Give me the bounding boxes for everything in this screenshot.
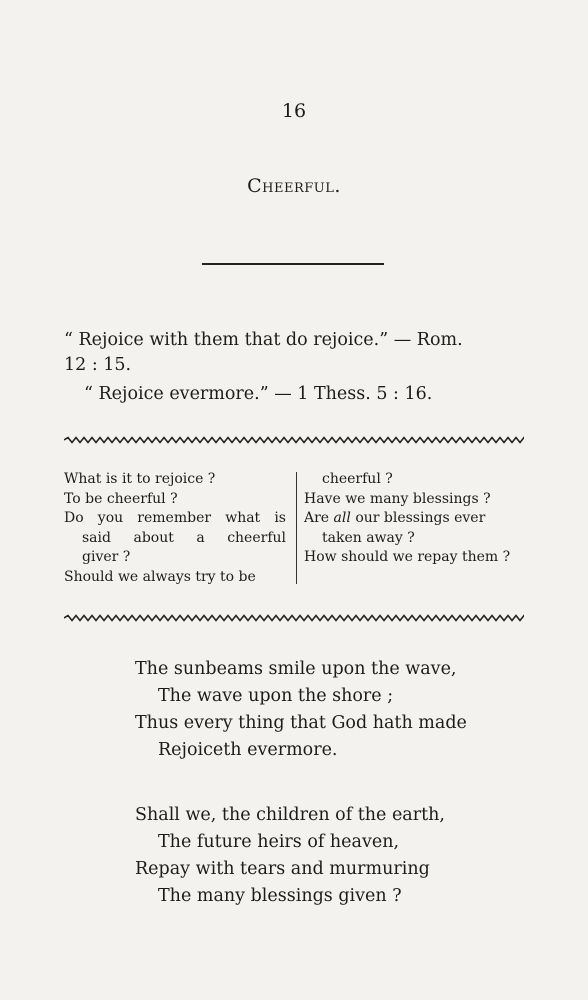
question-line: giver ? [82, 549, 131, 565]
poem-line: Rejoiceth evermore. [158, 740, 338, 760]
question-line: Should we always try to be [64, 568, 256, 585]
question-line: Have we many blessings ? [304, 490, 491, 507]
question-line [304, 509, 528, 529]
poem-line: Shall we, the children of the earth, [135, 805, 445, 825]
question-emphasis: all [333, 510, 351, 526]
question-column-right [304, 470, 528, 568]
question-line: Do you remember what is [64, 510, 286, 526]
question-line: To be cheerful ? [64, 490, 178, 507]
page-number: 16 [281, 100, 307, 122]
poem-line: The wave upon the shore ; [158, 686, 394, 706]
poem-line: Repay with tears and murmuring [135, 859, 430, 879]
question-line: taken away ? [322, 529, 415, 546]
scripture-romans-reference: 12 : 15. [64, 355, 132, 375]
question-line: cheerful ? [322, 471, 393, 487]
question-block [64, 470, 528, 588]
question-word: our blessings ever [355, 510, 486, 526]
question-line: said about a cheerful [82, 529, 286, 546]
section-heading: Cheerful. [247, 175, 341, 197]
scripture-romans: “ Rejoice with them that do rejoice.” — Rom. [64, 330, 463, 350]
poem-line: The sunbeams smile upon the wave, [135, 659, 457, 679]
poem-line: Thus every thing that God hath made [135, 713, 467, 733]
heading-rule [202, 263, 384, 265]
wavy-divider-top [64, 436, 524, 444]
poem-line: The many blessings given ? [158, 886, 402, 906]
scripture-thessalonians: “ Rejoice evermore.” — 1 Thess. 5 : 16. [84, 384, 433, 404]
question-word: Are [304, 510, 330, 526]
question-line: What is it to rejoice ? [64, 471, 216, 487]
wavy-divider-bottom [64, 614, 524, 622]
question-column-left [64, 470, 286, 587]
poem-line: The future heirs of heaven, [158, 832, 400, 852]
column-divider [296, 472, 297, 584]
question-line: How should we repay them ? [304, 549, 511, 565]
